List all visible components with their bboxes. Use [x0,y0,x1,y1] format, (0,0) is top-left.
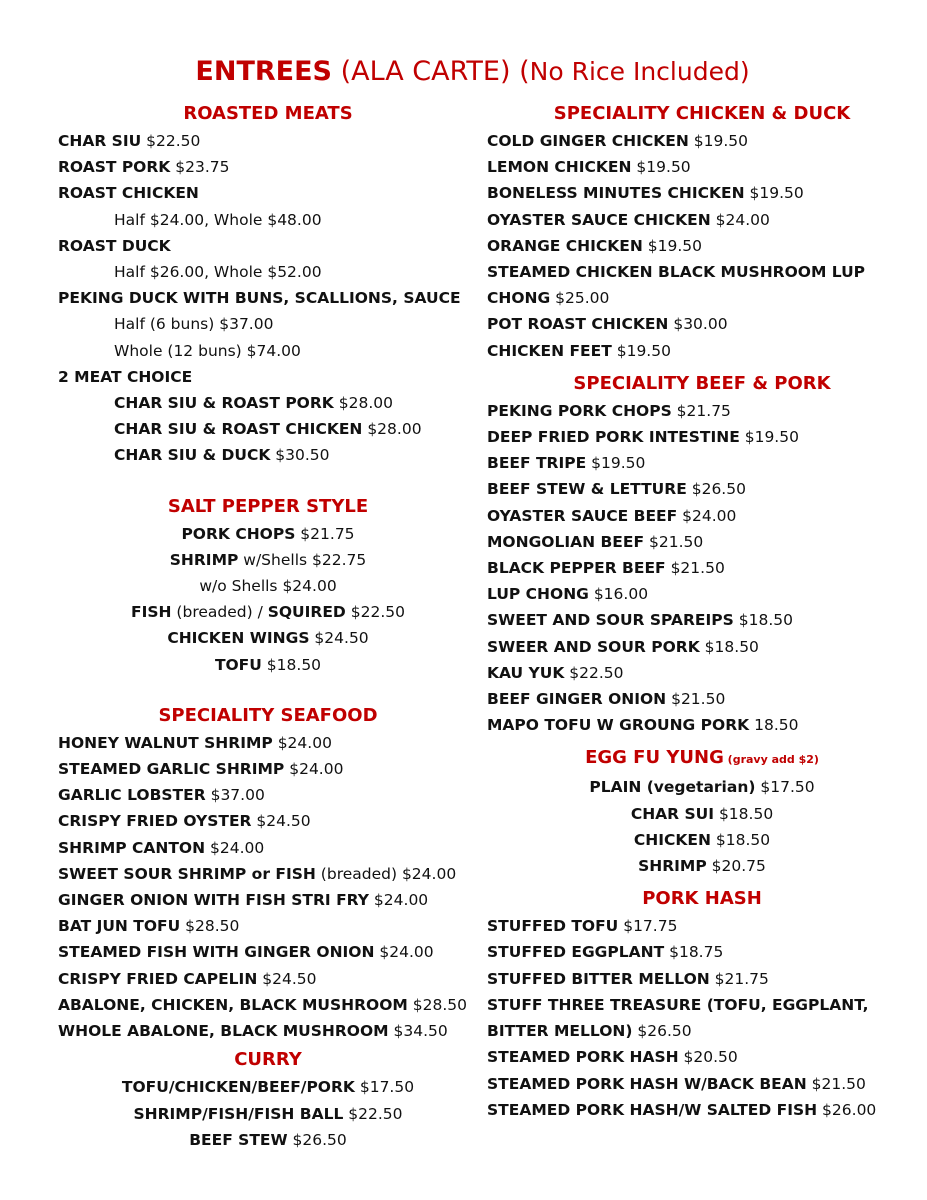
menu-item [58,756,478,782]
item-detail: (breaded) [315,864,398,883]
menu-item [487,607,917,633]
item-name: STEAMED FISH WITH GINGER ONION [58,943,375,962]
item-name: ROAST PORK [58,158,171,177]
menu-item [487,128,917,154]
item-price: $24.00 [277,577,337,596]
section-title [58,493,478,521]
item-name: FISH [131,603,172,622]
menu-item [58,573,478,599]
item-detail: w/o Shells [199,577,278,596]
menu-section-curry [58,1046,478,1153]
item-price: $26.50 [287,1130,347,1149]
menu-item [487,581,917,607]
item-name: CHAR SIU & ROAST PORK [114,394,334,413]
item-name: OYASTER SAUCE BEEF [487,506,678,525]
title-main: ENTREES [195,56,332,87]
item-price: $22.75 [307,550,367,569]
item-detail: (breaded) / [171,603,268,622]
section-title-text: EGG FU YUNG [585,747,724,769]
item-price: $28.00 [333,394,393,413]
menu-item [58,913,478,939]
item-price: $19.50 [739,428,799,447]
item-price: $24.00 [397,864,457,883]
item-price: $21.75 [295,524,355,543]
item-name: BAT JUN TOFU [58,917,181,936]
menu-item [487,686,917,712]
item-price: $19.50 [688,132,749,150]
item-name: BONELESS MINUTES CHICKEN [487,184,745,203]
section-title [487,370,917,398]
item-price: $21.75 [709,969,769,988]
item-name: SHRIMP CANTON [58,838,206,857]
item-name: SWEET SOUR SHRIMP or FISH [58,864,316,883]
item-price: $18.50 [733,611,793,630]
item-price: $28.50 [407,995,467,1014]
section-title [487,100,917,128]
item-price: $24.50 [309,629,369,648]
title-small: No Rice Included) [529,57,750,86]
menu-section-egg-fu-yung [487,744,917,879]
item-name: CHAR SIU [58,132,142,150]
item-detail: Half (6 buns) $37.00 [114,315,274,334]
menu-item [487,966,917,992]
menu-section-roasted-meats [58,100,478,469]
item-name: GARLIC LOBSTER [58,786,206,805]
section-title-text: SPECIALITY CHICKEN & DUCK [553,103,851,124]
menu-item [487,450,917,476]
menu-item [487,774,917,800]
section-title [487,744,917,774]
item-name: CHAR SUI [630,804,715,823]
menu-section-speciality-chicken-duck [487,100,917,364]
item-name: ROAST DUCK [58,236,171,255]
item-name: 2 MEAT CHOICE [58,367,193,386]
item-name: STUFFED EGGPLANT [487,943,665,962]
menu-item [58,1127,478,1153]
item-name: SWEET AND SOUR SPAREIPS [487,611,734,630]
item-name: STUFF THREE TREASURE (TOFU, EGGPLANT, [487,995,869,1014]
menu-item [487,529,917,555]
menu-item [58,782,478,808]
menu-item [487,424,917,450]
item-name: SHRIMP [169,550,239,569]
item-name: PLAIN (vegetarian) [589,778,756,797]
menu-item [58,808,478,834]
left-column [58,100,478,1153]
menu-section-speciality-beef-pork [487,370,917,739]
menu-item [58,390,478,416]
item-price: $20.75 [706,857,766,876]
item-price: $18.50 [261,655,322,674]
menu-item [58,285,478,311]
menu-item [58,992,478,1018]
menu-item [58,939,478,965]
item-price: $24.00 [369,891,429,910]
section-spacer [58,469,478,493]
item-name: BLACK PEPPER BEEF [487,559,666,578]
item-name: ORANGE CHICKEN [487,236,643,255]
item-price: $21.50 [665,559,725,578]
menu-item [487,992,917,1018]
item-price: $21.50 [806,1074,866,1093]
menu-item [58,338,478,364]
item-price: $30.50 [270,446,330,465]
item-name: STEAMED PORK HASH W/BACK BEAN [487,1074,807,1093]
page-title [0,52,927,92]
item-price: $21.50 [666,690,726,709]
item-price: $24.00 [272,733,332,752]
menu-item [487,1018,917,1044]
item-price: $22.50 [141,132,201,150]
item-name: GINGER ONION WITH FISH STRI FRY [58,891,369,910]
item-price: $19.50 [586,454,646,473]
item-name: MONGOLIAN BEEF [487,532,645,551]
menu-item [58,966,478,992]
item-detail: Whole (12 buns) $74.00 [114,341,301,360]
item-name: CHONG [487,289,551,308]
item-name: COLD GINGER CHICKEN [487,132,689,150]
item-name: SWEER AND SOUR PORK [487,637,700,656]
item-name: PEKING PORK CHOPS [487,401,672,420]
item-name: SHRIMP/FISH/FISH BALL [133,1104,344,1123]
item-name: BITTER MELLON) [487,1022,633,1041]
item-name: CHICKEN [633,830,711,849]
item-price: $22.50 [343,1104,403,1123]
item-price: $19.50 [744,184,804,203]
item-name: CHICKEN FEET [487,341,612,360]
item-name: SHRIMP [638,857,707,876]
item-name: HONEY WALNUT SHRIMP [58,733,273,752]
item-detail: Half $26.00, Whole $52.00 [114,263,322,282]
item-name: CRISPY FRIED OYSTER [58,812,252,831]
menu-item [487,476,917,502]
menu-item [58,730,478,756]
menu-item [58,652,478,678]
menu-item [487,853,917,879]
item-price: $28.00 [362,420,422,439]
menu-item [487,207,917,233]
menu-item [487,154,917,180]
menu-item [487,1071,917,1097]
item-price: $19.50 [631,158,691,177]
section-title [58,702,478,730]
menu-item [58,364,478,390]
section-title [58,1046,478,1074]
item-price: $17.50 [755,778,815,797]
menu-item [58,154,478,180]
item-name: PEKING DUCK WITH BUNS, SCALLIONS, SAUCE [58,289,461,308]
item-name: LUP CHONG [487,585,589,604]
menu-item [58,1018,478,1044]
item-name: BEEF STEW & LETTURE [487,480,687,499]
menu-item [58,207,478,233]
item-name: MAPO TOFU W GROUNG PORK [487,716,750,735]
menu-item [487,827,917,853]
menu-item [58,233,478,259]
item-detail: Half $24.00, Whole $48.00 [114,210,322,229]
menu-item [58,625,478,651]
item-price: $24.00 [710,210,770,229]
menu-item [58,442,478,468]
menu-item [487,259,917,285]
item-price: $17.50 [354,1078,415,1097]
item-price: $24.50 [251,812,311,831]
menu-item [58,180,478,206]
item-name: PORK CHOPS [181,524,296,543]
menu-item [487,503,917,529]
right-column [487,100,917,1123]
section-spacer [58,678,478,702]
item-price: $26.00 [817,1100,877,1119]
item-name: DEEP FRIED PORK INTESTINE [487,428,740,447]
item-name: TOFU [214,655,262,674]
item-price: $18.50 [699,637,759,656]
section-title-text: ROASTED MEATS [183,103,353,124]
menu-item [58,887,478,913]
item-price: $28.50 [180,917,240,936]
item-name: ABALONE, CHICKEN, BLACK MUSHROOM [58,995,408,1014]
item-price: $37.00 [205,786,265,805]
item-price: $26.50 [632,1022,692,1041]
item-name: STEAMED GARLIC SHRIMP [58,760,285,779]
item-name: STEAMED PORK HASH/W SALTED FISH [487,1100,818,1119]
item-price: $22.50 [345,603,405,622]
item-name: BEEF STEW [189,1130,288,1149]
item-price: $24.50 [257,969,317,988]
item-price: $23.75 [170,158,230,177]
menu-item [487,1044,917,1070]
menu-item [487,801,917,827]
item-name: STUFFED BITTER MELLON [487,969,710,988]
item-name: STUFFED TOFU [487,917,619,936]
section-title [58,100,478,128]
menu-item [58,861,478,887]
item-price: $24.00 [284,760,344,779]
menu-item [58,416,478,442]
item-name-2: SQUIRED [267,603,346,622]
item-price: $19.50 [642,236,703,255]
menu-item [487,939,917,965]
item-price: $20.50 [678,1048,738,1067]
menu-item [58,599,478,625]
item-name: OYASTER SAUCE CHICKEN [487,210,711,229]
menu-item [487,660,917,686]
item-price: $30.00 [668,315,728,334]
item-price: $24.00 [677,506,737,525]
item-price: $24.00 [205,838,265,857]
item-price: $24.00 [374,943,434,962]
item-name: CHICKEN WINGS [167,629,310,648]
item-name: WHOLE ABALONE, BLACK MUSHROOM [58,1022,389,1041]
menu-item [487,398,917,424]
menu-item [58,1101,478,1127]
menu-item [487,311,917,337]
menu-item [58,311,478,337]
item-name: KAU YUK [487,663,565,682]
item-name: STEAMED PORK HASH [487,1048,679,1067]
menu-item [487,285,917,311]
menu-section-salt-pepper-style [58,493,478,678]
item-price: $21.75 [671,401,731,420]
item-price: $18.50 [714,804,774,823]
item-name: BEEF GINGER ONION [487,690,667,709]
item-name: TOFU/CHICKEN/BEEF/PORK [121,1078,355,1097]
item-price: $26.50 [686,480,746,499]
item-name: POT ROAST CHICKEN [487,315,669,334]
item-name: STEAMED CHICKEN BLACK MUSHROOM LUP [487,263,866,282]
menu-item [487,233,917,259]
title-paren: (ALA CARTE) ( [332,56,530,87]
item-price: $34.50 [388,1022,448,1041]
item-detail: w/Shells [238,550,308,569]
item-name: BEEF TRIPE [487,454,587,473]
menu-item [58,128,478,154]
section-title-note: (gravy add $2) [723,753,819,767]
item-price: $17.75 [618,917,678,936]
item-price: $22.50 [564,663,624,682]
item-name: ROAST CHICKEN [58,184,199,203]
menu-item [487,913,917,939]
item-name: CHAR SIU & ROAST CHICKEN [114,420,363,439]
section-title-text: SPECIALITY SEAFOOD [158,704,378,726]
section-title [487,885,917,913]
menu-item [487,338,917,364]
menu-item [487,712,917,738]
menu-item [487,180,917,206]
item-price: $19.50 [611,341,671,360]
item-price: $21.50 [644,532,704,551]
menu-item [58,259,478,285]
item-price: $18.75 [664,943,724,962]
item-name: CHAR SIU & DUCK [114,446,271,465]
menu-item [58,1074,478,1100]
section-title-text: SPECIALITY BEEF & PORK [573,372,831,394]
section-title-text: PORK HASH [642,888,762,910]
item-name: CRISPY FRIED CAPELIN [58,969,258,988]
menu-item [487,1097,917,1123]
menu-item [58,547,478,573]
menu-item [487,555,917,581]
menu-item [58,521,478,547]
item-price: $18.50 [710,830,771,849]
menu-item [58,835,478,861]
menu-section-speciality-seafood [58,702,478,1044]
section-title-text: CURRY [234,1049,302,1071]
menu-section-pork-hash [487,885,917,1123]
item-name: LEMON CHICKEN [487,158,632,177]
item-price: $16.00 [588,585,649,604]
section-title-text: SALT PEPPER STYLE [167,495,369,517]
item-price: 18.50 [749,716,799,735]
item-price: $25.00 [550,289,610,308]
menu-item [487,634,917,660]
